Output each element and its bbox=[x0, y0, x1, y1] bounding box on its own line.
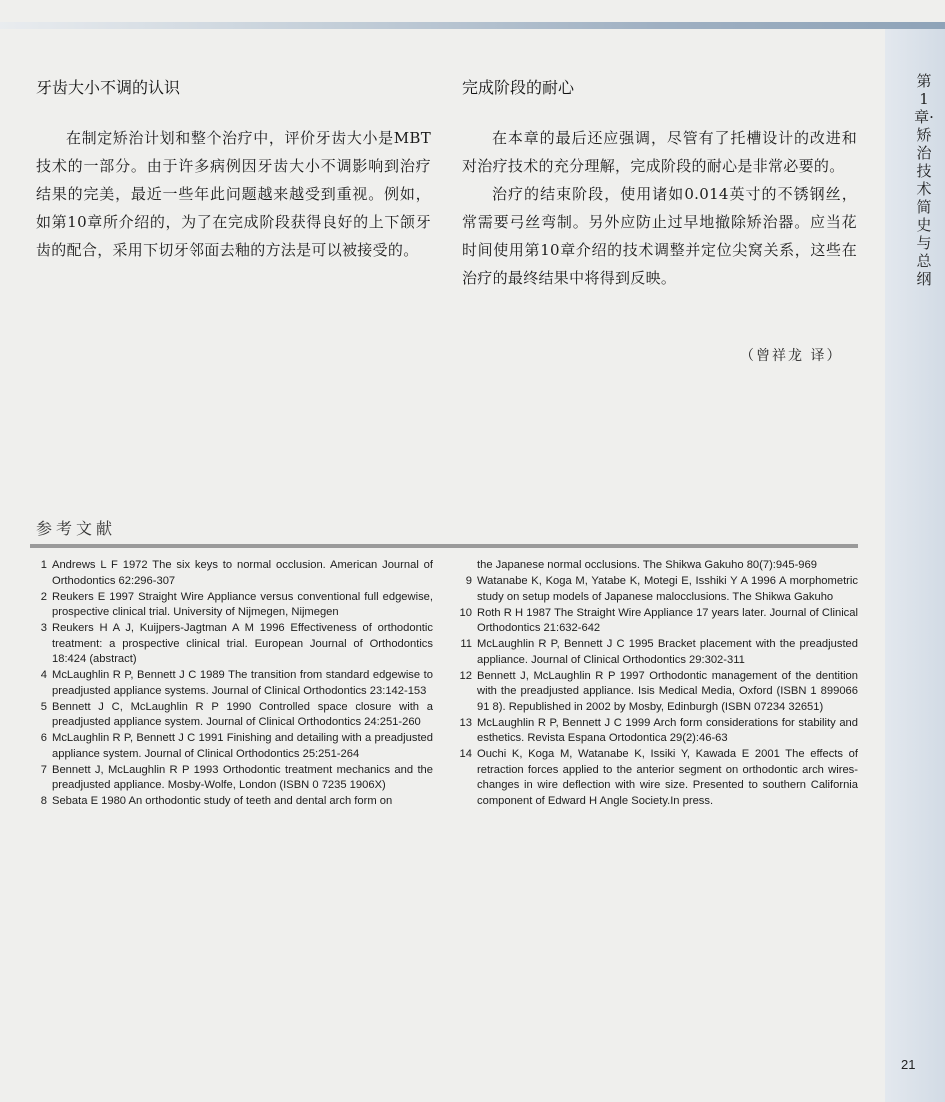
chapter-side-tab: 第1章·矫治技术简史与总纲 bbox=[914, 72, 934, 288]
section-title-tooth-size: 牙齿大小不调的认识 bbox=[36, 78, 181, 97]
references-heading: 参考文献 bbox=[36, 519, 117, 538]
reference-item: 5 Bennett J C, McLaughlin R P 1990 Controlled space closure with a preadjusted appliance system. Journal of Clinical Orthodontics 24:251-260 bbox=[40, 700, 433, 728]
reference-item: 14 Ouchi K, Koga M, Watanabe K, Issiki Y, Kawada E 2001 The effects of retraction forces applied to the anterior segment on orthodontic arch wires-changes in wire deflection with wire size. Presented to southern California component of Edward H Angle Society.In press. bbox=[459, 748, 858, 807]
translator-credit: （曾祥龙 译） bbox=[740, 348, 843, 364]
paragraph: 治疗的结束阶段，使用诸如0.014英寸的不锈钢丝，常需要弓丝弯制。另外应防止过早地撤除矫治器。应当花时间使用第10章介绍的技术调整并定位尖窝关系，这些在治疗的最终结果中将得到反映。 bbox=[462, 185, 857, 287]
reference-item: 1 Andrews L F 1972 The six keys to normal occlusion. American Journal of Orthodontics 62:296-307 bbox=[40, 559, 433, 587]
right-section bbox=[462, 75, 857, 292]
paragraph: 在制定矫治计划和整个治疗中，评价牙齿大小是MBT技术的一部分。由于许多病例因牙齿大小不调影响到治疗结果的完美，最近一些年此问题越来越受到重视。例如，如第10章所介绍的，为了在完成阶段获得良好的上下颌牙齿的配合，采用下切牙邻面去釉的方法是可以被接受的。 bbox=[36, 129, 431, 259]
reference-item: 9 Watanabe K, Koga M, Yatabe K, Motegi E, Isshiki Y A 1996 A morphometric study on setup models of Japanese malocclusions. The Shikwa Gakuho bbox=[465, 575, 858, 603]
left-section bbox=[36, 75, 431, 264]
reference-item: 10 Roth R H 1987 The Straight Wire Appliance 17 years later. Journal of Clinical Orthodontics 21:632-642 bbox=[459, 606, 858, 634]
reference-item: 7 Bennett J, McLaughlin R P 1993 Orthodontic treatment mechanics and the preadjusted appliance. Mosby-Wolfe, London (ISBN 0 7235 1906X) bbox=[40, 763, 433, 791]
reference-item: 12 Bennett J, McLaughlin R P 1997 Orthodontic management of the dentition with the preadjusted appliance. Isis Medical Media, Oxford (ISBN 1 899066 91 8). Republished in 2002 by Mosby, Edinburgh (ISBN 07234 32651) bbox=[459, 669, 858, 713]
top-color-bar bbox=[0, 22, 945, 29]
reference-item: 2 Reukers E 1997 Straight Wire Appliance versus conventional full edgewise, prospective clinical trial. University of Nijmegen, Nijmegen bbox=[40, 590, 433, 618]
reference-item: 11 McLaughlin R P, Bennett J C 1995 Bracket placement with the preadjusted appliance. Journal of Clinical Orthodontics 29:302-311 bbox=[460, 638, 858, 666]
reference-item: 4 McLaughlin R P, Bennett J C 1989 The transition from standard edgewise to preadjusted appliance systems. Journal of Clinical Orthodontics 23:142-153 bbox=[40, 669, 433, 697]
reference-item: 6 McLaughlin R P, Bennett J C 1991 Finishing and detailing with a preadjusted appliance system. Journal of Clinical Orthodontics 25:251-264 bbox=[40, 732, 433, 760]
references-list-left bbox=[33, 558, 433, 810]
references-divider bbox=[30, 544, 858, 548]
reference-continuation: the Japanese normal occlusions. The Shikwa Gakuho 80(7):945-969 bbox=[477, 559, 817, 571]
paragraph: 在本章的最后还应强调，尽管有了托槽设计的改进和对治疗技术的充分理解，完成阶段的耐心是非常必要的。 bbox=[462, 129, 857, 175]
section-title-finishing-patience: 完成阶段的耐心 bbox=[462, 78, 575, 97]
reference-item: 8 Sebata E 1980 An orthodontic study of teeth and dental arch form on bbox=[40, 795, 393, 807]
page-number: 21 bbox=[901, 1057, 916, 1072]
references-list-right bbox=[458, 558, 858, 810]
reference-item: 13 McLaughlin R P, Bennett J C 1999 Arch form considerations for stability and esthetics. Revista Espana Ortodontica 29(2):46-63 bbox=[459, 716, 858, 744]
reference-item: 3 Reukers H A J, Kuijpers-Jagtman A M 1996 Effectiveness of orthodontic treatment: a prospective clinical trial. European Journal of Orthodontics 18:424 (abstract) bbox=[40, 622, 433, 665]
